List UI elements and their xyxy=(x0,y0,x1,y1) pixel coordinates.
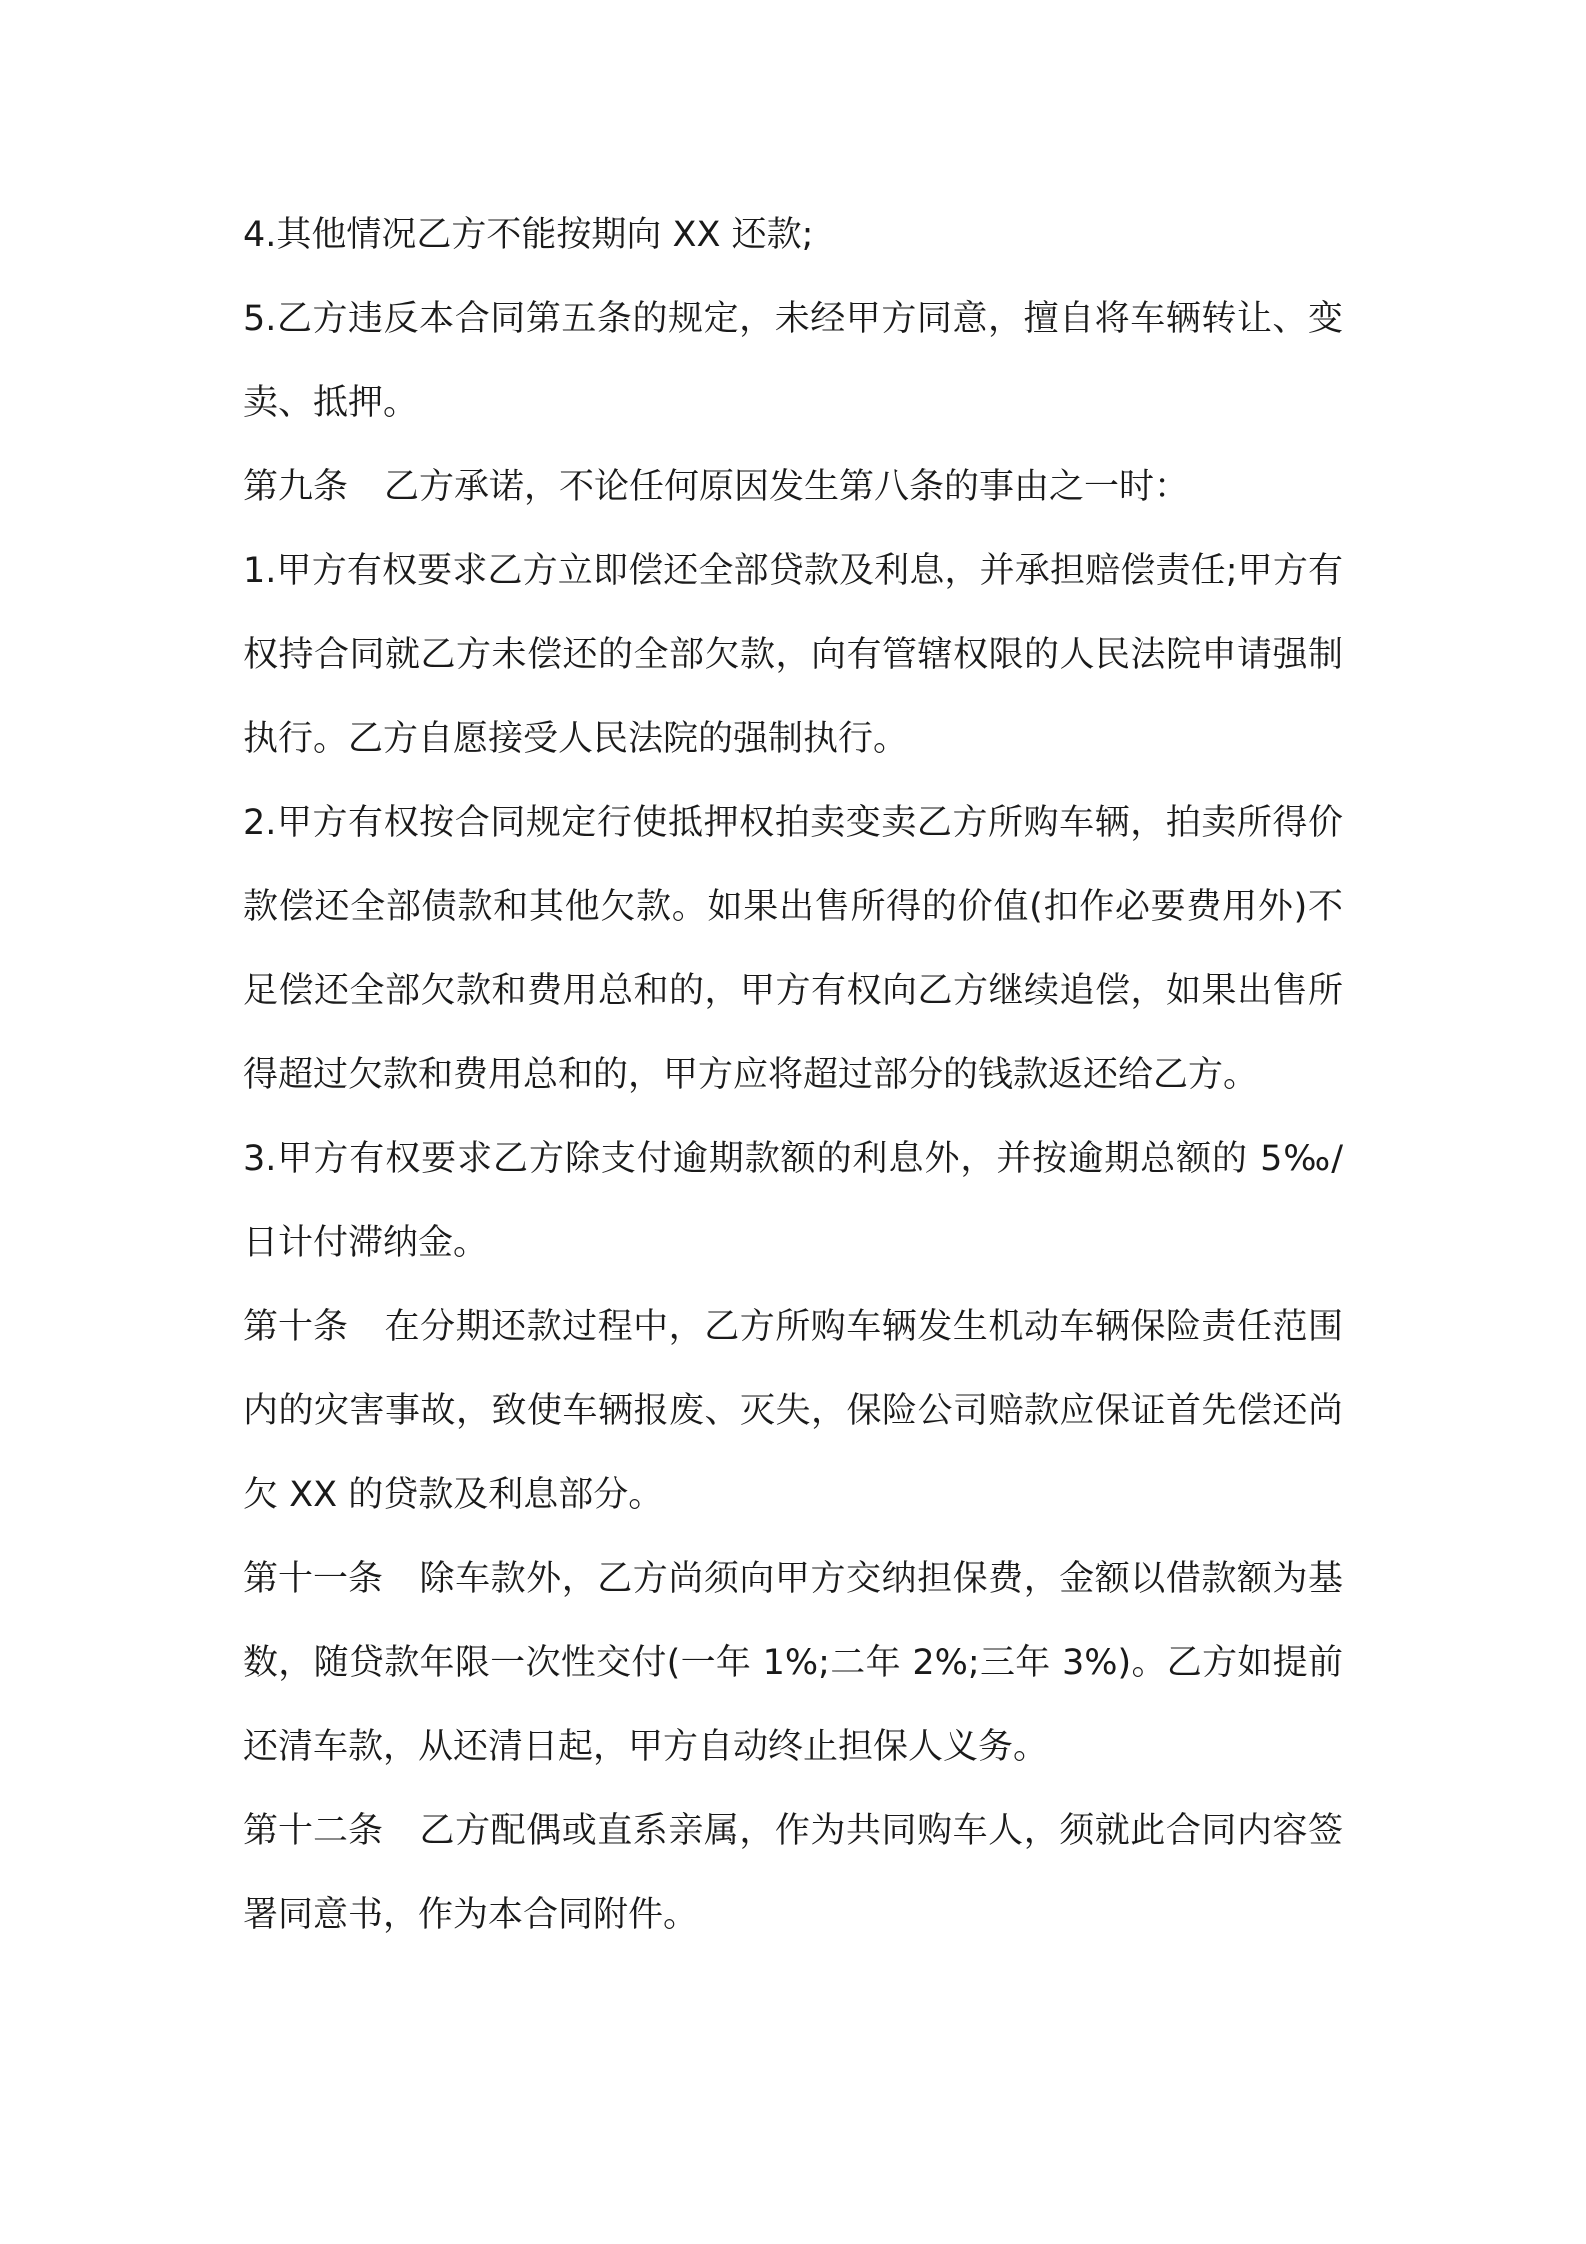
article-9 xyxy=(243,445,1343,529)
article-text: 在分期还款过程中，乙方所购车辆发生机动车辆保险责任范围内的灾害事故，致使车辆报废、灭失，保险公司赔款应保证首先偿还尚欠 XX 的贷款及利息部分。 xyxy=(243,1307,1343,1515)
clause-text: 2.甲方有权按合同规定行使抵押权拍卖变卖乙方所购车辆，拍卖所得价款偿还全部债款和其他欠款。如果出售所得的价值(扣作必要费用外)不足偿还全部欠款和费用总和的，甲方有权向乙方继续追偿，如果出售所得超过欠款和费用总和的，甲方应将超过部分的钱款返还给乙方。 xyxy=(243,803,1343,1095)
clause-text: 5.乙方违反本合同第五条的规定，未经甲方同意，擅自将车辆转让、变卖、抵押。 xyxy=(243,299,1343,423)
clause-5 xyxy=(243,277,1343,445)
article-number: 第十一条 xyxy=(243,1559,384,1599)
article-number: 第九条 xyxy=(243,467,349,507)
article-12 xyxy=(243,1789,1343,1957)
article-9-item-2 xyxy=(243,781,1343,1117)
document-body xyxy=(243,193,1343,1957)
clause-4 xyxy=(243,193,1343,277)
clause-text: 3.甲方有权要求乙方除支付逾期款额的利息外，并按逾期总额的 5‰/日计付滞纳金。 xyxy=(243,1139,1343,1263)
clause-text: 1.甲方有权要求乙方立即偿还全部贷款及利息，并承担赔偿责任;甲方有权持合同就乙方未偿还的全部欠款，向有管辖权限的人民法院申请强制执行。乙方自愿接受人民法院的强制执行。 xyxy=(243,551,1343,759)
article-number: 第十条 xyxy=(243,1307,349,1347)
article-text: 乙方配偶或直系亲属，作为共同购车人，须就此合同内容签署同意书，作为本合同附件。 xyxy=(243,1811,1343,1935)
clause-text: 4.其他情况乙方不能按期向 XX 还款; xyxy=(243,215,814,255)
article-number: 第十二条 xyxy=(243,1811,384,1851)
article-11 xyxy=(243,1537,1343,1789)
article-text: 乙方承诺，不论任何原因发生第八条的事由之一时： xyxy=(384,467,1190,507)
article-9-item-3 xyxy=(243,1117,1343,1285)
article-9-item-1 xyxy=(243,529,1343,781)
article-text: 除车款外，乙方尚须向甲方交纳担保费，金额以借款额为基数，随贷款年限一次性交付(一年 1%;二年 2%;三年 3%)。乙方如提前还清车款，从还清日起，甲方自动终止担保人义务。 xyxy=(243,1559,1343,1767)
article-10 xyxy=(243,1285,1343,1537)
